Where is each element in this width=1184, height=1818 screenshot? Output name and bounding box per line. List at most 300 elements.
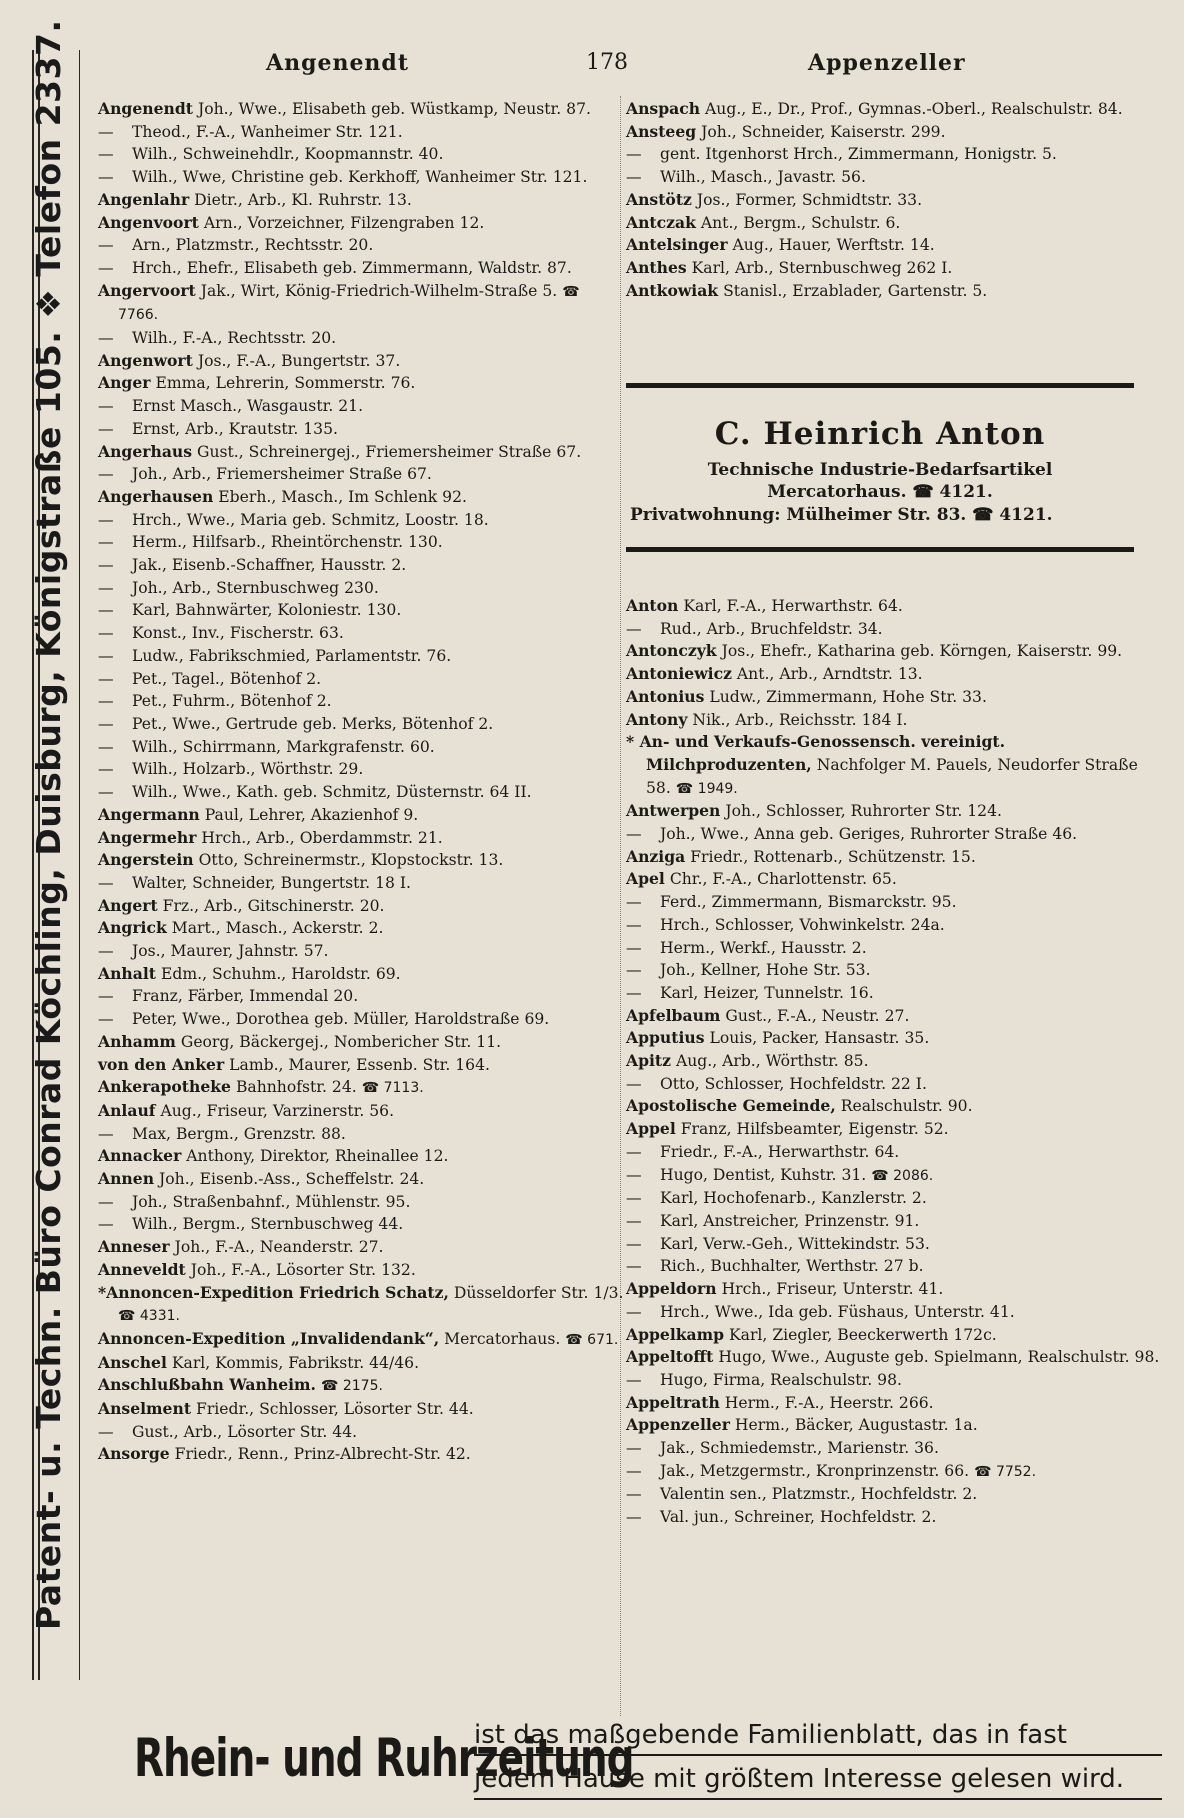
entry-details: Jak., Eisenb.-Schaffner, Hausstr. 2. — [132, 556, 407, 575]
entry-details: Wilh., Wwe., Kath. geb. Schmitz, Düsternstr. 64 II. — [132, 783, 532, 802]
ditto-dash: — — [626, 938, 642, 957]
phone-number: ☎ 671. — [565, 1331, 619, 1348]
directory-entry — [98, 486, 624, 509]
ditto-dash: — — [626, 1461, 642, 1480]
entry-details: Paul, Lehrer, Akazienhof 9. — [204, 805, 419, 824]
entry-surname: Anlauf — [98, 1100, 156, 1120]
phone-number: ☎ 2086. — [871, 1167, 934, 1184]
entry-surname: Anhamm — [98, 1031, 176, 1051]
entry-details: Aug., E., Dr., Prof., Gymnas.-Oberl., Realschulstr. 84. — [705, 100, 1123, 118]
directory-entry — [626, 709, 1164, 732]
entry-details: Joh., Schneider, Kaiserstr. 299. — [701, 122, 946, 141]
directory-entry — [98, 963, 624, 986]
directory-entry — [98, 872, 624, 895]
directory-entry — [98, 418, 624, 441]
phone-number: ☎ 2175. — [320, 1378, 383, 1395]
directory-entry — [626, 1210, 1164, 1233]
entry-surname: Angenendt — [98, 99, 193, 118]
entry-details: Herm., Werkf., Hausstr. 2. — [660, 938, 867, 957]
entry-details: Mart., Masch., Ackerstr. 2. — [171, 919, 384, 938]
entry-details: Nachfolger M. Pauels, Neudorfer Straße 58. — [646, 755, 1138, 797]
directory-entry — [98, 1374, 624, 1398]
entry-details: Joh., Arb., Friemersheimer Straße 67. — [132, 465, 432, 484]
directory-entry — [98, 509, 624, 532]
ditto-dash: — — [626, 1508, 642, 1527]
ditto-dash: — — [626, 619, 642, 638]
side-banner-text: Patent- u. Techn. Büro Conrad Köchling, Duisburg, Königstraße 105. ❖ Telefon 2337. — [29, 19, 68, 1630]
ditto-dash: — — [98, 1124, 114, 1143]
directory-entry — [626, 1141, 1164, 1164]
ditto-dash: — — [98, 624, 114, 643]
ditto-dash: — — [626, 1074, 642, 1093]
entry-surname: Appeltrath — [626, 1392, 720, 1412]
entry-details: Georg, Bäckergej., Nombericher Str. 11. — [180, 1032, 502, 1051]
entry-surname: Annoncen-Expedition „Invalidendank“, — [98, 1328, 440, 1348]
side-rule — [79, 50, 80, 1680]
directory-entry — [626, 891, 1164, 914]
directory-entry — [98, 758, 624, 781]
directory-entry — [98, 395, 624, 418]
directory-entry — [626, 823, 1164, 846]
entry-details: Karl, Anstreicher, Prinzenstr. 91. — [660, 1211, 920, 1230]
entry-details: Joh., F.-A., Neanderstr. 27. — [174, 1238, 384, 1257]
directory-entry — [626, 1187, 1164, 1210]
entry-details: Hrch., Schlosser, Vohwinkelstr. 24a. — [660, 915, 945, 934]
directory-entry — [98, 577, 624, 600]
entry-surname: Antelsinger — [626, 235, 728, 255]
directory-entry — [626, 143, 1164, 166]
directory-entry — [98, 1168, 624, 1191]
entry-details: Wilh., Holzarb., Wörthstr. 29. — [132, 760, 364, 779]
entry-details: Ant., Arb., Arndtstr. 13. — [736, 665, 923, 684]
directory-entry — [626, 234, 1164, 257]
entry-details: Herm., F.-A., Heerstr. 266. — [724, 1393, 934, 1412]
entry-surname: von den Anker — [98, 1054, 225, 1074]
ditto-dash: — — [626, 1302, 642, 1321]
entry-surname: Anger — [98, 373, 151, 393]
left-column — [98, 98, 624, 1466]
entry-details: Konst., Inv., Fischerstr. 63. — [132, 624, 344, 643]
entry-details: Realschulstr. 90. — [840, 1097, 973, 1116]
page-header — [92, 50, 1162, 84]
entry-details: Karl, Bahnwärter, Koloniestr. 130. — [132, 601, 402, 620]
entry-details: Dietr., Arb., Kl. Ruhrstr. 13. — [194, 190, 412, 209]
ditto-dash: — — [98, 533, 114, 552]
ditto-dash: — — [626, 1257, 642, 1276]
entry-details: Joh., Eisenb.-Ass., Scheffelstr. 24. — [159, 1170, 425, 1189]
ditto-dash: — — [98, 465, 114, 484]
entry-surname: Angerstein — [98, 850, 194, 870]
directory-entry — [626, 1095, 1164, 1118]
entry-surname: Ansorge — [98, 1444, 170, 1464]
entry-details: Karl, Verw.-Geh., Wittekindstr. 53. — [660, 1234, 930, 1253]
directory-entry — [98, 441, 624, 464]
ditto-dash: — — [98, 1010, 114, 1029]
entry-details: Rich., Buchhalter, Werthstr. 27 b. — [660, 1257, 924, 1276]
entry-surname: Angenwort — [98, 350, 193, 370]
phone-number: ☎ 7752. — [974, 1463, 1037, 1480]
entry-details: Friedr., Renn., Prinz-Albrecht-Str. 42. — [174, 1445, 471, 1464]
directory-entry — [626, 618, 1164, 641]
directory-entry — [98, 1076, 624, 1100]
entry-details: Theod., F.-A., Wanheimer Str. 121. — [132, 122, 403, 141]
directory-entry — [626, 1027, 1164, 1050]
directory-entry — [626, 982, 1164, 1005]
entry-details: Aug., Friseur, Varzinerstr. 56. — [160, 1101, 395, 1120]
entry-details: Otto, Schlosser, Hochfeldstr. 22 I. — [660, 1074, 927, 1093]
directory-entry — [98, 463, 624, 486]
directory-entry — [626, 1278, 1164, 1301]
ditto-dash: — — [98, 760, 114, 779]
directory-entry — [98, 372, 624, 395]
directory-entry — [626, 257, 1164, 280]
page-number: 178 — [586, 50, 628, 75]
ditto-dash: — — [98, 737, 114, 756]
entry-details: Emma, Lehrerin, Sommerstr. 76. — [155, 374, 416, 393]
ditto-dash: — — [626, 1370, 642, 1389]
directory-entry — [98, 212, 624, 235]
directory-entry — [626, 914, 1164, 937]
directory-entry — [626, 1392, 1164, 1415]
phone-number: ☎ 7766. — [118, 283, 580, 324]
ditto-dash: — — [626, 961, 642, 980]
entry-details: Joh., Straßenbahnf., Mühlenstr. 95. — [132, 1192, 411, 1211]
directory-entry — [98, 1123, 624, 1146]
directory-entry — [98, 940, 624, 963]
directory-entry — [98, 121, 624, 144]
directory-entry — [626, 1460, 1164, 1484]
entry-details: Pet., Wwe., Gertrude geb. Merks, Bötenhof 2. — [132, 714, 494, 733]
directory-entry — [98, 1259, 624, 1282]
entry-surname: Apitz — [626, 1051, 671, 1071]
directory-entry — [626, 959, 1164, 982]
entry-details: Ludw., Fabrikschmied, Parlamentstr. 76. — [132, 646, 452, 665]
entry-details: Jak., Wirt, König-Friedrich-Wilhelm-Straße 5. — [200, 281, 558, 300]
entry-details: Wilh., Schweinehdlr., Koopmannstr. 40. — [132, 145, 444, 164]
ad-firm-name: C. Heinrich Anton — [714, 416, 1046, 452]
entry-surname: Angerhausen — [98, 486, 214, 506]
entry-surname: Anhalt — [98, 963, 157, 983]
entry-surname: Anzigа — [626, 846, 686, 866]
ditto-dash: — — [98, 601, 114, 620]
entry-details: Arn., Platzmstr., Rechtsstr. 20. — [132, 236, 374, 255]
ad-private-line: Privatwohnung: Mülheimer Str. 83. ☎ 4121. — [630, 505, 1053, 525]
directory-entry — [98, 350, 624, 373]
directory-entry — [98, 189, 624, 212]
footer-tagline-2: jedem Hause mit größtem Interesse gelesen wird. — [474, 1764, 1162, 1800]
ad-business-line: Technische Industrie-Bedarfsartikel — [707, 460, 1053, 480]
directory-entry — [626, 846, 1164, 869]
directory-entry — [98, 1008, 624, 1031]
directory-entry — [98, 849, 624, 872]
entry-details: Edm., Schuhm., Haroldstr. 69. — [160, 964, 401, 983]
entry-details: Chr., F.-A., Charlottenstr. 65. — [669, 870, 897, 889]
directory-entry — [98, 1145, 624, 1168]
directory-entry — [98, 327, 624, 350]
entry-surname: Angert — [98, 895, 158, 915]
entry-details: Joh., Arb., Sternbuschweg 230. — [132, 578, 379, 597]
ditto-dash: — — [626, 915, 642, 934]
directory-entry — [98, 895, 624, 918]
directory-entry — [98, 690, 624, 713]
entry-details: Ludw., Zimmermann, Hohe Str. 33. — [709, 687, 987, 706]
entry-details: Rud., Arb., Bruchfeldstr. 34. — [660, 619, 883, 638]
phone-number: ☎ 7113. — [361, 1080, 424, 1097]
directory-entry — [98, 531, 624, 554]
entry-details: Franz, Hilfsbeamter, Eigenstr. 52. — [680, 1120, 949, 1139]
ditto-dash: — — [98, 942, 114, 961]
entry-details: Joh., Kellner, Hohe Str. 53. — [660, 961, 871, 980]
entry-details: Karl, Heizer, Tunnelstr. 16. — [660, 983, 874, 1002]
directory-entry — [98, 622, 624, 645]
ditto-dash: — — [98, 397, 114, 416]
ditto-dash: — — [98, 578, 114, 597]
entry-surname: Angenlahr — [98, 189, 190, 209]
ditto-dash: — — [98, 873, 114, 892]
entry-details: Ernst Masch., Wasgaustr. 21. — [132, 397, 364, 416]
ditto-dash: — — [626, 1234, 642, 1253]
entry-surname: Apputius — [626, 1028, 705, 1048]
directory-entry — [626, 686, 1164, 709]
entry-details: Jos., Ehefr., Katharina geb. Körngen, Kaiserstr. 99. — [721, 642, 1123, 661]
directory-entry — [626, 280, 1164, 303]
directory-entry — [626, 1050, 1164, 1073]
ditto-dash: — — [98, 669, 114, 688]
entry-details: Arn., Vorzeichner, Filzengraben 12. — [203, 213, 485, 232]
entry-details: Otto, Schreinermstr., Klopstockstr. 13. — [198, 851, 504, 870]
directory-entry — [626, 1324, 1164, 1347]
entry-surname: Angermehr — [98, 827, 197, 847]
directory-entry — [626, 1437, 1164, 1460]
ditto-dash: — — [98, 714, 114, 733]
directory-entry — [98, 1398, 624, 1421]
entry-details: Frz., Arb., Gitschinerstr. 20. — [162, 896, 385, 915]
directory-entry — [626, 1506, 1164, 1529]
entry-details: Friedr., Schlosser, Lösorter Str. 44. — [196, 1400, 474, 1419]
right-column-top — [626, 98, 1164, 302]
entry-details: Aug., Hauer, Werftstr. 14. — [732, 236, 935, 255]
ditto-dash: — — [98, 646, 114, 665]
entry-surname: Anneser — [98, 1237, 170, 1257]
entry-details: Düsseldorfer Str. 1/3. — [453, 1283, 624, 1302]
entry-details: Hrch., Wwe., Ida geb. Füshaus, Unterstr. 41. — [660, 1302, 1015, 1321]
entry-details: Val. jun., Schreiner, Hochfeldstr. 2. — [660, 1508, 937, 1527]
entry-details: Herm., Hilfsarb., Rheintörchenstr. 130. — [132, 533, 443, 552]
directory-entry — [98, 1421, 624, 1444]
footer-advertisement — [134, 1718, 1164, 1808]
entry-details: Ernst, Arb., Krautstr. 135. — [132, 419, 338, 438]
entry-details: Hugo, Wwe., Auguste geb. Spielmann, Realschulstr. 98. — [718, 1348, 1160, 1367]
ditto-dash: — — [98, 236, 114, 255]
directory-entry — [626, 1233, 1164, 1256]
entry-surname: Antonczyk — [626, 641, 717, 661]
entry-details: Herm., Bäcker, Augustastr. 1a. — [734, 1416, 978, 1435]
entry-surname: Anschlußbahn Wanheim. — [98, 1375, 316, 1395]
directory-entry — [626, 1164, 1164, 1188]
directory-entry — [626, 1255, 1164, 1278]
entry-surname: Angerhaus — [98, 441, 193, 461]
entry-surname: Antwerpen — [626, 801, 721, 821]
entry-surname: Angervoort — [98, 280, 196, 300]
entry-details: Pet., Fuhrm., Bötenhof 2. — [132, 692, 332, 711]
directory-entry — [626, 189, 1164, 212]
entry-surname: Anton — [626, 596, 679, 615]
directory-entry — [98, 1191, 624, 1214]
ditto-dash: — — [98, 258, 114, 277]
phone-number: ☎ 1949. — [675, 780, 738, 797]
entry-surname: Antkowiak — [626, 280, 719, 300]
entry-details: Karl, Hochofenarb., Kanzlerstr. 2. — [660, 1189, 927, 1208]
directory-entry — [98, 257, 624, 280]
entry-details: Franz, Färber, Immendal 20. — [132, 987, 359, 1006]
entry-surname: Anstötz — [626, 189, 692, 209]
entry-surname: Annen — [98, 1169, 155, 1189]
entry-details: Mercatorhaus. — [444, 1329, 561, 1348]
directory-entry — [98, 143, 624, 166]
directory-entry — [626, 1346, 1164, 1369]
entry-details: Friedr., Rottenarb., Schützenstr. 15. — [690, 847, 976, 866]
directory-entry — [626, 1118, 1164, 1141]
directory-entry — [98, 668, 624, 691]
entry-surname: Antoniewicz — [626, 664, 732, 684]
entry-details: Gust., Schreinergej., Friemersheimer Straße 67. — [197, 442, 582, 461]
entry-surname: * An- und Verkaufs-Genossensch. vereinigt. Milchproduzenten, — [626, 732, 1006, 774]
ad-rule-bottom — [626, 547, 1134, 552]
entry-details: Jos., F.-A., Bungertstr. 37. — [197, 351, 401, 370]
directory-entry — [626, 166, 1164, 189]
directory-entry — [98, 1328, 624, 1352]
ditto-dash: — — [626, 1165, 642, 1184]
directory-entry — [626, 1301, 1164, 1324]
entry-surname: Ansteeg — [626, 121, 697, 141]
directory-entry — [98, 554, 624, 577]
entry-surname: Antczak — [626, 212, 696, 232]
entry-details: Hrch., Friseur, Unterstr. 41. — [721, 1280, 944, 1299]
ditto-dash: — — [98, 987, 114, 1006]
directory-entry — [98, 645, 624, 668]
directory-entry — [98, 1100, 624, 1123]
directory-entry — [626, 595, 1164, 618]
entry-details: Joh., Schlosser, Ruhrorter Str. 124. — [725, 802, 1002, 821]
directory-entry — [98, 280, 624, 327]
entry-details: Bahnhofstr. 24. — [235, 1078, 357, 1097]
entry-surname: Apfelbaum — [626, 1005, 721, 1025]
entry-details: Jos., Former, Schmidtstr. 33. — [696, 190, 923, 209]
directory-entry — [98, 917, 624, 940]
entry-details: Joh., Wwe., Anna geb. Geriges, Ruhrorter Straße 46. — [660, 825, 1078, 844]
entry-surname: Appenzeller — [626, 1415, 730, 1435]
entry-details: Joh., Wwe., Elisabeth geb. Wüstkamp, Neustr. 87. — [197, 100, 591, 118]
entry-surname: Appeldorn — [626, 1279, 717, 1299]
entry-details: gent. Itgenhorst Hrch., Zimmermann, Honigstr. 5. — [660, 145, 1057, 164]
entry-details: Aug., Arb., Wörthstr. 85. — [675, 1052, 869, 1071]
ditto-dash: — — [98, 1215, 114, 1234]
ditto-dash: — — [626, 145, 642, 164]
entry-surname: Angenvoort — [98, 212, 199, 232]
entry-surname: Annacker — [98, 1146, 182, 1166]
directory-entry — [626, 1369, 1164, 1392]
entry-details: Max, Bergm., Grenzstr. 88. — [132, 1124, 346, 1143]
ditto-dash: — — [626, 1189, 642, 1208]
entry-details: Wilh., F.-A., Rechtsstr. 20. — [132, 329, 337, 348]
ditto-dash: — — [626, 983, 642, 1002]
entry-details: Walter, Schneider, Bungertstr. 18 I. — [132, 873, 412, 892]
entry-surname: Anschel — [98, 1352, 167, 1372]
entry-details: Eberh., Masch., Im Schlenk 92. — [218, 487, 467, 506]
directory-entry — [98, 827, 624, 850]
ditto-dash: — — [98, 145, 114, 164]
directory-entry — [98, 1282, 624, 1328]
entry-details: Pet., Tagel., Bötenhof 2. — [132, 669, 322, 688]
ditto-dash: — — [98, 122, 114, 141]
directory-entry — [98, 1054, 624, 1077]
directory-entry — [98, 736, 624, 759]
header-first-entry: Angenendt — [266, 50, 409, 76]
newspaper-name: Rhein- und Ruhrzeitung — [134, 1728, 634, 1790]
directory-entry — [98, 1031, 624, 1054]
directory-entry — [626, 800, 1164, 823]
entry-details: Gust., Arb., Lösorter Str. 44. — [132, 1422, 358, 1441]
directory-entry — [98, 804, 624, 827]
entry-details: Jak., Metzgermstr., Kronprinzenstr. 66. — [660, 1461, 970, 1480]
entry-details: Hugo, Firma, Realschulstr. 98. — [660, 1370, 902, 1389]
directory-entry — [626, 731, 1164, 800]
entry-details: Lamb., Maurer, Essenb. Str. 164. — [229, 1055, 490, 1074]
entry-details: Karl, F.-A., Herwarthstr. 64. — [683, 597, 903, 615]
entry-surname: Apel — [626, 869, 665, 889]
entry-details: Stanisl., Erzablader, Gartenstr. 5. — [723, 281, 988, 300]
ditto-dash: — — [98, 168, 114, 187]
entry-surname: Apostolische Gemeinde, — [626, 1096, 836, 1116]
footer-tagline-1: ist das maßgebende Familienblatt, das in fast — [474, 1720, 1162, 1756]
phone-number: ☎ 4331. — [118, 1308, 180, 1325]
ditto-dash: — — [98, 1192, 114, 1211]
directory-entry — [626, 937, 1164, 960]
ditto-dash: — — [98, 329, 114, 348]
ditto-dash: — — [626, 1485, 642, 1504]
directory-entry — [626, 98, 1164, 121]
ad-rule-top — [626, 383, 1134, 388]
ditto-dash: — — [98, 783, 114, 802]
right-column — [626, 595, 1164, 1529]
directory-entry — [98, 781, 624, 804]
entry-details: Karl, Kommis, Fabrikstr. 44/46. — [171, 1353, 420, 1372]
ditto-dash: — — [626, 1439, 642, 1458]
entry-details: Gust., F.-A., Neustr. 27. — [725, 1006, 910, 1025]
ditto-dash: — — [98, 510, 114, 529]
directory-entry — [98, 1213, 624, 1236]
entry-details: Valentin sen., Platzmstr., Hochfeldstr. 2. — [660, 1485, 978, 1504]
directory-entry — [626, 212, 1164, 235]
entry-details: Wilh., Bergm., Sternbuschweg 44. — [132, 1215, 404, 1234]
entry-details: Wilh., Wwe, Christine geb. Kerkhoff, Wanheimer Str. 121. — [132, 168, 588, 187]
directory-entry — [626, 663, 1164, 686]
entry-surname: Angermann — [98, 804, 200, 824]
entry-surname: Angrick — [98, 918, 167, 938]
entry-details: Jos., Maurer, Jahnstr. 57. — [132, 942, 329, 961]
entry-details: Hrch., Ehefr., Elisabeth geb. Zimmermann, Waldstr. 87. — [132, 258, 572, 277]
entry-surname: Ankerapotheke — [98, 1077, 231, 1097]
entry-surname: Appeltofft — [626, 1347, 714, 1367]
entry-details: Ferd., Zimmermann, Bismarckstr. 95. — [660, 893, 957, 912]
entry-details: Karl, Ziegler, Beeckerwerth 172c. — [729, 1325, 997, 1344]
directory-entry — [98, 166, 624, 189]
ditto-dash: — — [626, 1211, 642, 1230]
entry-details: Nik., Arb., Reichsstr. 184 I. — [692, 710, 908, 729]
entry-surname: Appelkamp — [626, 1324, 725, 1344]
entry-details: Friedr., F.-A., Herwarthstr. 64. — [660, 1142, 900, 1161]
directory-entry — [626, 1414, 1164, 1437]
